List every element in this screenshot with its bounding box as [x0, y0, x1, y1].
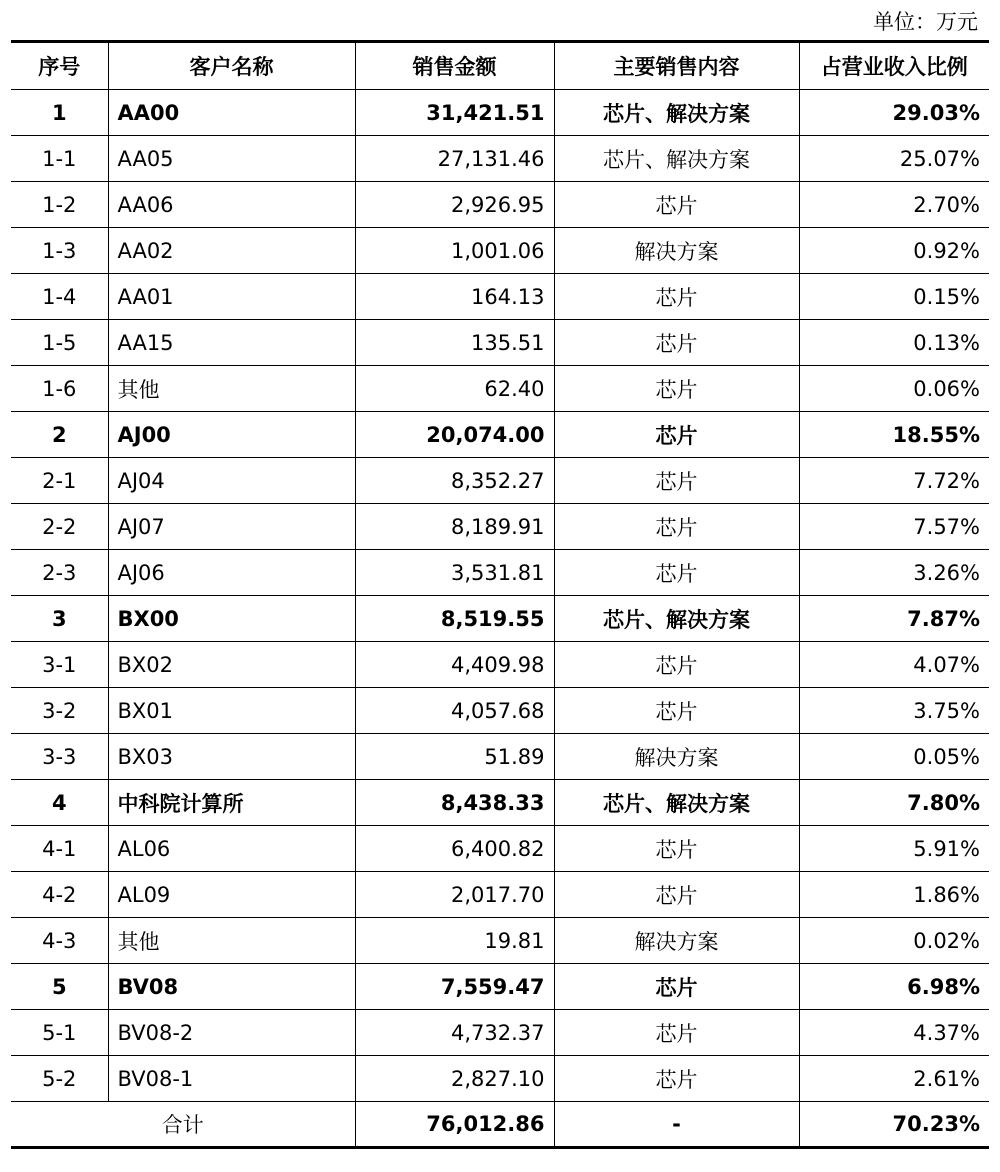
revenue-ratio: 3.75% — [799, 688, 989, 734]
row-number: 3 — [11, 596, 108, 642]
row-number: 4-1 — [11, 826, 108, 872]
row-number: 3-2 — [11, 688, 108, 734]
revenue-ratio: 6.98% — [799, 964, 989, 1010]
table-row — [11, 182, 989, 228]
sales-content: 解决方案 — [554, 734, 799, 780]
customer-name: AJ06 — [108, 550, 355, 596]
table-header — [11, 42, 989, 90]
customer-name: 中科院计算所 — [108, 780, 355, 826]
revenue-ratio: 29.03% — [799, 90, 989, 136]
revenue-ratio: 4.07% — [799, 642, 989, 688]
customer-name: AA02 — [108, 228, 355, 274]
revenue-ratio: 0.92% — [799, 228, 989, 274]
table-row — [11, 90, 989, 136]
sales-content: 芯片 — [554, 182, 799, 228]
revenue-ratio: 5.91% — [799, 826, 989, 872]
header-row — [11, 42, 989, 90]
table-row — [11, 550, 989, 596]
row-number: 1-3 — [11, 228, 108, 274]
row-number: 1-2 — [11, 182, 108, 228]
customer-name: BX01 — [108, 688, 355, 734]
customer-name: AA06 — [108, 182, 355, 228]
row-number: 2-2 — [11, 504, 108, 550]
table-row — [11, 366, 989, 412]
revenue-ratio: 7.87% — [799, 596, 989, 642]
sales-content: 芯片 — [554, 550, 799, 596]
sales-table — [11, 40, 989, 1149]
customer-name: BV08 — [108, 964, 355, 1010]
revenue-ratio: 2.70% — [799, 182, 989, 228]
sales-amount: 2,827.10 — [355, 1056, 554, 1102]
table-row — [11, 596, 989, 642]
sales-amount: 135.51 — [355, 320, 554, 366]
table-row — [11, 688, 989, 734]
sales-content: 芯片 — [554, 1010, 799, 1056]
row-number: 5-1 — [11, 1010, 108, 1056]
row-number: 4 — [11, 780, 108, 826]
sales-content: 芯片 — [554, 688, 799, 734]
table-row — [11, 780, 989, 826]
row-number: 1-1 — [11, 136, 108, 182]
header-customer: 客户名称 — [108, 42, 355, 90]
table-row — [11, 228, 989, 274]
revenue-ratio: 1.86% — [799, 872, 989, 918]
revenue-ratio: 7.57% — [799, 504, 989, 550]
revenue-ratio: 18.55% — [799, 412, 989, 458]
table-row — [11, 504, 989, 550]
table-row — [11, 734, 989, 780]
row-number: 5 — [11, 964, 108, 1010]
table-row — [11, 872, 989, 918]
sales-amount: 8,189.91 — [355, 504, 554, 550]
table-row — [11, 826, 989, 872]
row-number: 1-5 — [11, 320, 108, 366]
customer-name: AJ04 — [108, 458, 355, 504]
sales-content: 芯片 — [554, 412, 799, 458]
table-row — [11, 412, 989, 458]
total-row — [11, 1102, 989, 1148]
revenue-ratio: 4.37% — [799, 1010, 989, 1056]
row-number: 1-4 — [11, 274, 108, 320]
customer-name: BX00 — [108, 596, 355, 642]
customer-name: AA05 — [108, 136, 355, 182]
table-row — [11, 136, 989, 182]
sales-amount: 31,421.51 — [355, 90, 554, 136]
sales-content: 芯片、解决方案 — [554, 136, 799, 182]
sales-amount: 2,926.95 — [355, 182, 554, 228]
sales-content: 芯片、解决方案 — [554, 90, 799, 136]
table-row — [11, 320, 989, 366]
total-label: 合计 — [11, 1102, 355, 1148]
sales-amount: 6,400.82 — [355, 826, 554, 872]
sales-amount: 8,438.33 — [355, 780, 554, 826]
sales-amount: 7,559.47 — [355, 964, 554, 1010]
revenue-ratio: 3.26% — [799, 550, 989, 596]
sales-content: 芯片 — [554, 366, 799, 412]
sales-amount: 2,017.70 — [355, 872, 554, 918]
sales-amount: 4,057.68 — [355, 688, 554, 734]
sales-content: 芯片 — [554, 964, 799, 1010]
sales-content: 芯片 — [554, 320, 799, 366]
customer-name: AA15 — [108, 320, 355, 366]
sales-amount: 8,519.55 — [355, 596, 554, 642]
header-ratio: 占营业收入比例 — [799, 42, 989, 90]
sales-amount: 20,074.00 — [355, 412, 554, 458]
customer-name: AL09 — [108, 872, 355, 918]
customer-name: AJ00 — [108, 412, 355, 458]
revenue-ratio: 7.80% — [799, 780, 989, 826]
row-number: 2 — [11, 412, 108, 458]
row-number: 1-6 — [11, 366, 108, 412]
customer-name: BX02 — [108, 642, 355, 688]
customer-name: AJ07 — [108, 504, 355, 550]
customer-name: BV08-1 — [108, 1056, 355, 1102]
total-ratio: 70.23% — [799, 1102, 989, 1148]
revenue-ratio: 0.02% — [799, 918, 989, 964]
sales-amount: 27,131.46 — [355, 136, 554, 182]
unit-label: 单位：万元 — [873, 10, 978, 34]
row-number: 3-1 — [11, 642, 108, 688]
revenue-ratio: 0.13% — [799, 320, 989, 366]
sales-amount: 164.13 — [355, 274, 554, 320]
customer-name: AL06 — [108, 826, 355, 872]
table-footer — [11, 1102, 989, 1148]
sales-content: 芯片 — [554, 826, 799, 872]
table-row — [11, 642, 989, 688]
customer-name: AA00 — [108, 90, 355, 136]
table-row — [11, 458, 989, 504]
header-amount: 销售金额 — [355, 42, 554, 90]
revenue-ratio: 2.61% — [799, 1056, 989, 1102]
customer-name: 其他 — [108, 366, 355, 412]
row-number: 3-3 — [11, 734, 108, 780]
sales-amount: 3,531.81 — [355, 550, 554, 596]
sales-amount: 1,001.06 — [355, 228, 554, 274]
total-content: - — [554, 1102, 799, 1148]
row-number: 2-3 — [11, 550, 108, 596]
header-content: 主要销售内容 — [554, 42, 799, 90]
table-row — [11, 964, 989, 1010]
row-number: 1 — [11, 90, 108, 136]
sales-amount: 8,352.27 — [355, 458, 554, 504]
header-no: 序号 — [11, 42, 108, 90]
row-number: 4-3 — [11, 918, 108, 964]
revenue-ratio: 0.06% — [799, 366, 989, 412]
customer-name: BV08-2 — [108, 1010, 355, 1056]
sales-content: 芯片 — [554, 274, 799, 320]
row-number: 4-2 — [11, 872, 108, 918]
revenue-ratio: 25.07% — [799, 136, 989, 182]
sales-content: 芯片 — [554, 504, 799, 550]
sales-content: 解决方案 — [554, 918, 799, 964]
revenue-ratio: 7.72% — [799, 458, 989, 504]
sales-amount: 51.89 — [355, 734, 554, 780]
sales-content: 芯片 — [554, 1056, 799, 1102]
sales-amount: 4,409.98 — [355, 642, 554, 688]
customer-name: BX03 — [108, 734, 355, 780]
sales-content: 芯片 — [554, 458, 799, 504]
table-row — [11, 918, 989, 964]
sales-content: 芯片、解决方案 — [554, 596, 799, 642]
sales-content: 芯片 — [554, 872, 799, 918]
row-number: 5-2 — [11, 1056, 108, 1102]
row-number: 2-1 — [11, 458, 108, 504]
table-body — [11, 90, 989, 1102]
sales-content: 解决方案 — [554, 228, 799, 274]
revenue-ratio: 0.15% — [799, 274, 989, 320]
sales-amount: 19.81 — [355, 918, 554, 964]
sales-content: 芯片 — [554, 642, 799, 688]
customer-name: 其他 — [108, 918, 355, 964]
sales-amount: 62.40 — [355, 366, 554, 412]
sales-content: 芯片、解决方案 — [554, 780, 799, 826]
total-amount: 76,012.86 — [355, 1102, 554, 1148]
sales-amount: 4,732.37 — [355, 1010, 554, 1056]
revenue-ratio: 0.05% — [799, 734, 989, 780]
customer-name: AA01 — [108, 274, 355, 320]
table-row — [11, 274, 989, 320]
table-row — [11, 1056, 989, 1102]
table-row — [11, 1010, 989, 1056]
